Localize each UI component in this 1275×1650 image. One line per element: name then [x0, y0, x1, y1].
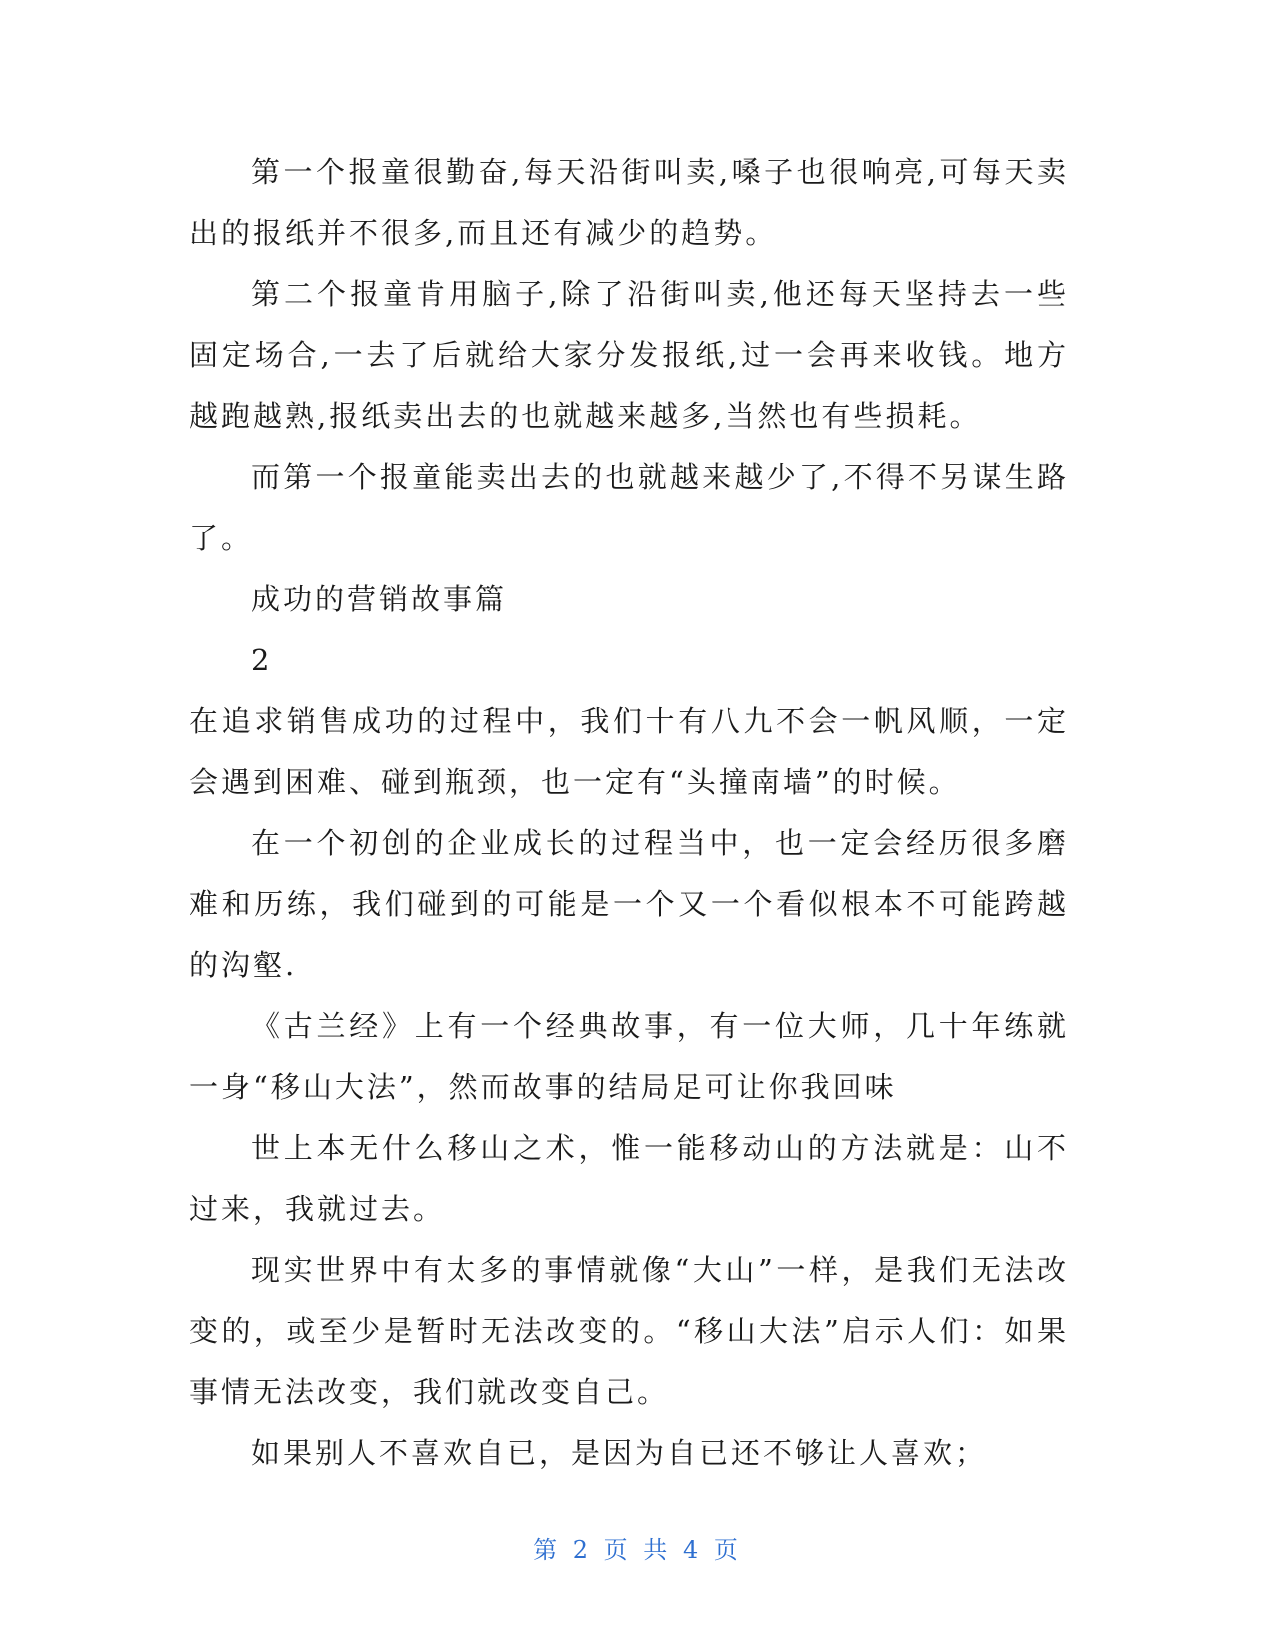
document-body — [189, 142, 1069, 1484]
paragraph-quran-story: 《古兰经》上有一个经典故事，有一位大师，几十年练就一身“移山大法”，然而故事的结局足可让你我回味 — [189, 1009, 1069, 1104]
page-footer: 第 2 页 共 4 页 — [533, 1536, 742, 1564]
paragraph-newsboy-one: 第一个报童很勤奋,每天沿街叫卖,嗓子也很响亮,可每天卖出的报纸并不很多,而且还有减少的趋势。 — [189, 155, 1069, 250]
paragraph-likability: 如果别人不喜欢自已，是因为自已还不够让人喜欢； — [251, 1436, 988, 1470]
paragraph-move-mountain: 世上本无什么移山之术，惟一能移动山的方法就是：山不过来，我就过去。 — [189, 1131, 1069, 1226]
paragraph-startup: 在一个初创的企业成长的过程当中，也一定会经历很多磨难和历练，我们碰到的可能是一个又一个看似根本不可能跨越的沟壑. — [189, 826, 1069, 982]
paragraph-reality: 现实世界中有太多的事情就像“大山”一样，是我们无法改变的，或至少是暂时无法改变的。“移山大法”启示人们：如果事情无法改变，我们就改变自己。 — [189, 1253, 1069, 1409]
section-number: 2 — [251, 643, 273, 677]
section-heading: 成功的营销故事篇 — [251, 582, 508, 616]
paragraph-newsboy-one-result: 而第一个报童能卖出去的也就越来越少了,不得不另谋生路了。 — [189, 460, 1069, 555]
paragraph-pursuit: 在追求销售成功的过程中，我们十有八九不会一帆风顺，一定会遇到困难、碰到瓶颈，也一定有“头撞南墙”的时候。 — [189, 704, 1069, 799]
paragraph-newsboy-two: 第二个报童肯用脑子,除了沿街叫卖,他还每天坚持去一些固定场合,一去了后就给大家分发报纸,过一会再来收钱。地方越跑越熟,报纸卖出去的也就越来越多,当然也有些损耗。 — [189, 277, 1069, 433]
